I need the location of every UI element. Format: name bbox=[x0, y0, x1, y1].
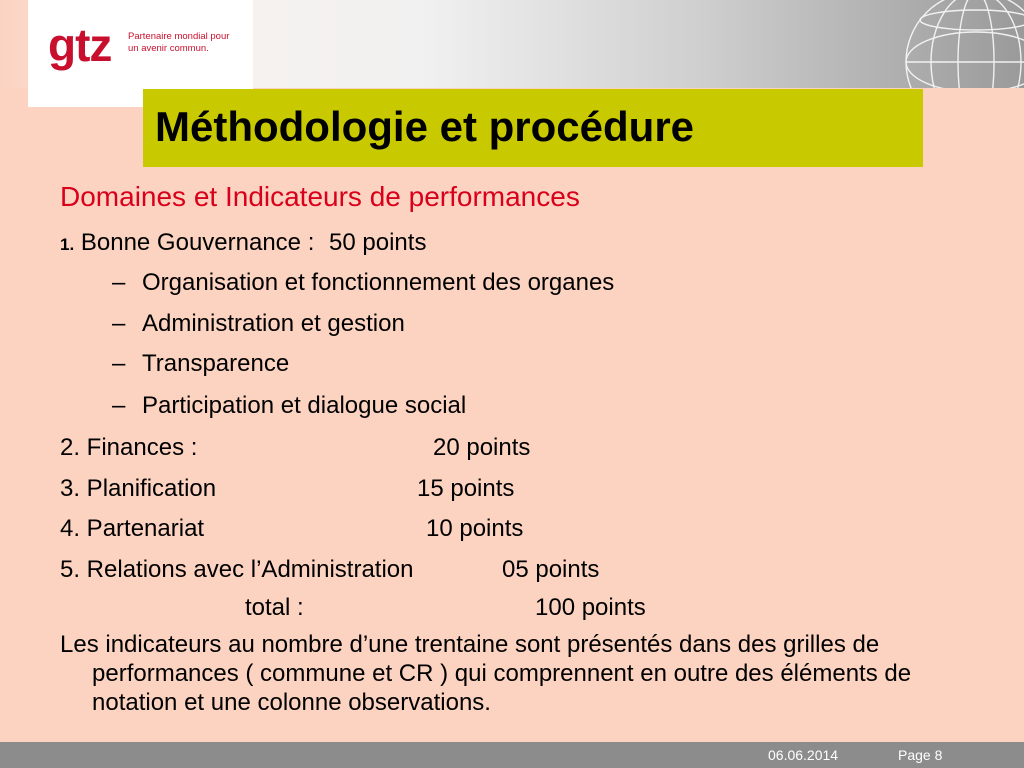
item-points: 50 points bbox=[329, 229, 427, 256]
logo-tagline-line1: Partenaire mondial pour bbox=[128, 31, 230, 42]
logo-tagline-line2: un avenir commun. bbox=[128, 43, 209, 54]
slide-title: Méthodologie et procédure bbox=[155, 103, 695, 150]
item-label: 3. Planification bbox=[60, 475, 217, 502]
item-label: 2. Finances : bbox=[60, 434, 198, 461]
item-points: 15 points bbox=[417, 475, 515, 502]
logo-wordmark: gtz bbox=[48, 19, 112, 71]
subitem-label: Participation et dialogue social bbox=[142, 392, 467, 419]
item-label: 4. Partenariat bbox=[60, 515, 205, 542]
item-label: Bonne Gouvernance : bbox=[80, 229, 315, 256]
subitem bbox=[112, 349, 289, 379]
logo-tagline bbox=[128, 31, 248, 55]
item-points: 05 points bbox=[502, 556, 600, 583]
subtitle: Domaines et Indicateurs de performances bbox=[60, 181, 580, 212]
total-points: 100 points bbox=[535, 594, 646, 621]
footer-page-number: Page 8 bbox=[898, 747, 943, 763]
bullet-dash: – bbox=[112, 392, 126, 419]
bullet-dash: – bbox=[112, 350, 126, 377]
subitem-label: Organisation et fonctionnement des organes bbox=[142, 269, 615, 296]
item-points: 10 points bbox=[426, 515, 524, 542]
bullet-dash: – bbox=[112, 269, 126, 296]
item-finances bbox=[60, 433, 960, 463]
title-box bbox=[143, 89, 923, 167]
item-label: 5. Relations avec l’Administration bbox=[60, 556, 414, 583]
subitem-label: Transparence bbox=[142, 350, 290, 377]
item-number: 1. bbox=[60, 235, 75, 254]
footer-date: 06.06.2014 bbox=[768, 747, 839, 763]
item-partenariat bbox=[60, 514, 960, 544]
item-points: 20 points bbox=[433, 434, 531, 461]
footer-bar bbox=[0, 742, 1024, 768]
subitem-label: Administration et gestion bbox=[142, 310, 405, 337]
subitem bbox=[112, 309, 405, 339]
indicators-paragraph bbox=[60, 630, 940, 717]
item-relations bbox=[60, 555, 960, 585]
total-label: total : bbox=[245, 594, 304, 621]
bullet-dash: – bbox=[112, 310, 126, 337]
subitem bbox=[112, 268, 614, 298]
globe-icon bbox=[884, 0, 1024, 88]
item-planification bbox=[60, 474, 960, 504]
item-bonne-gouvernance bbox=[60, 228, 426, 260]
subitem bbox=[112, 391, 466, 421]
paragraph-text: Les indicateurs au nombre d’une trentaine sont présentés dans des grilles de performances ( commune et CR ) qui comprennent en outre des éléments de notation et une colonne observations. bbox=[60, 631, 912, 716]
